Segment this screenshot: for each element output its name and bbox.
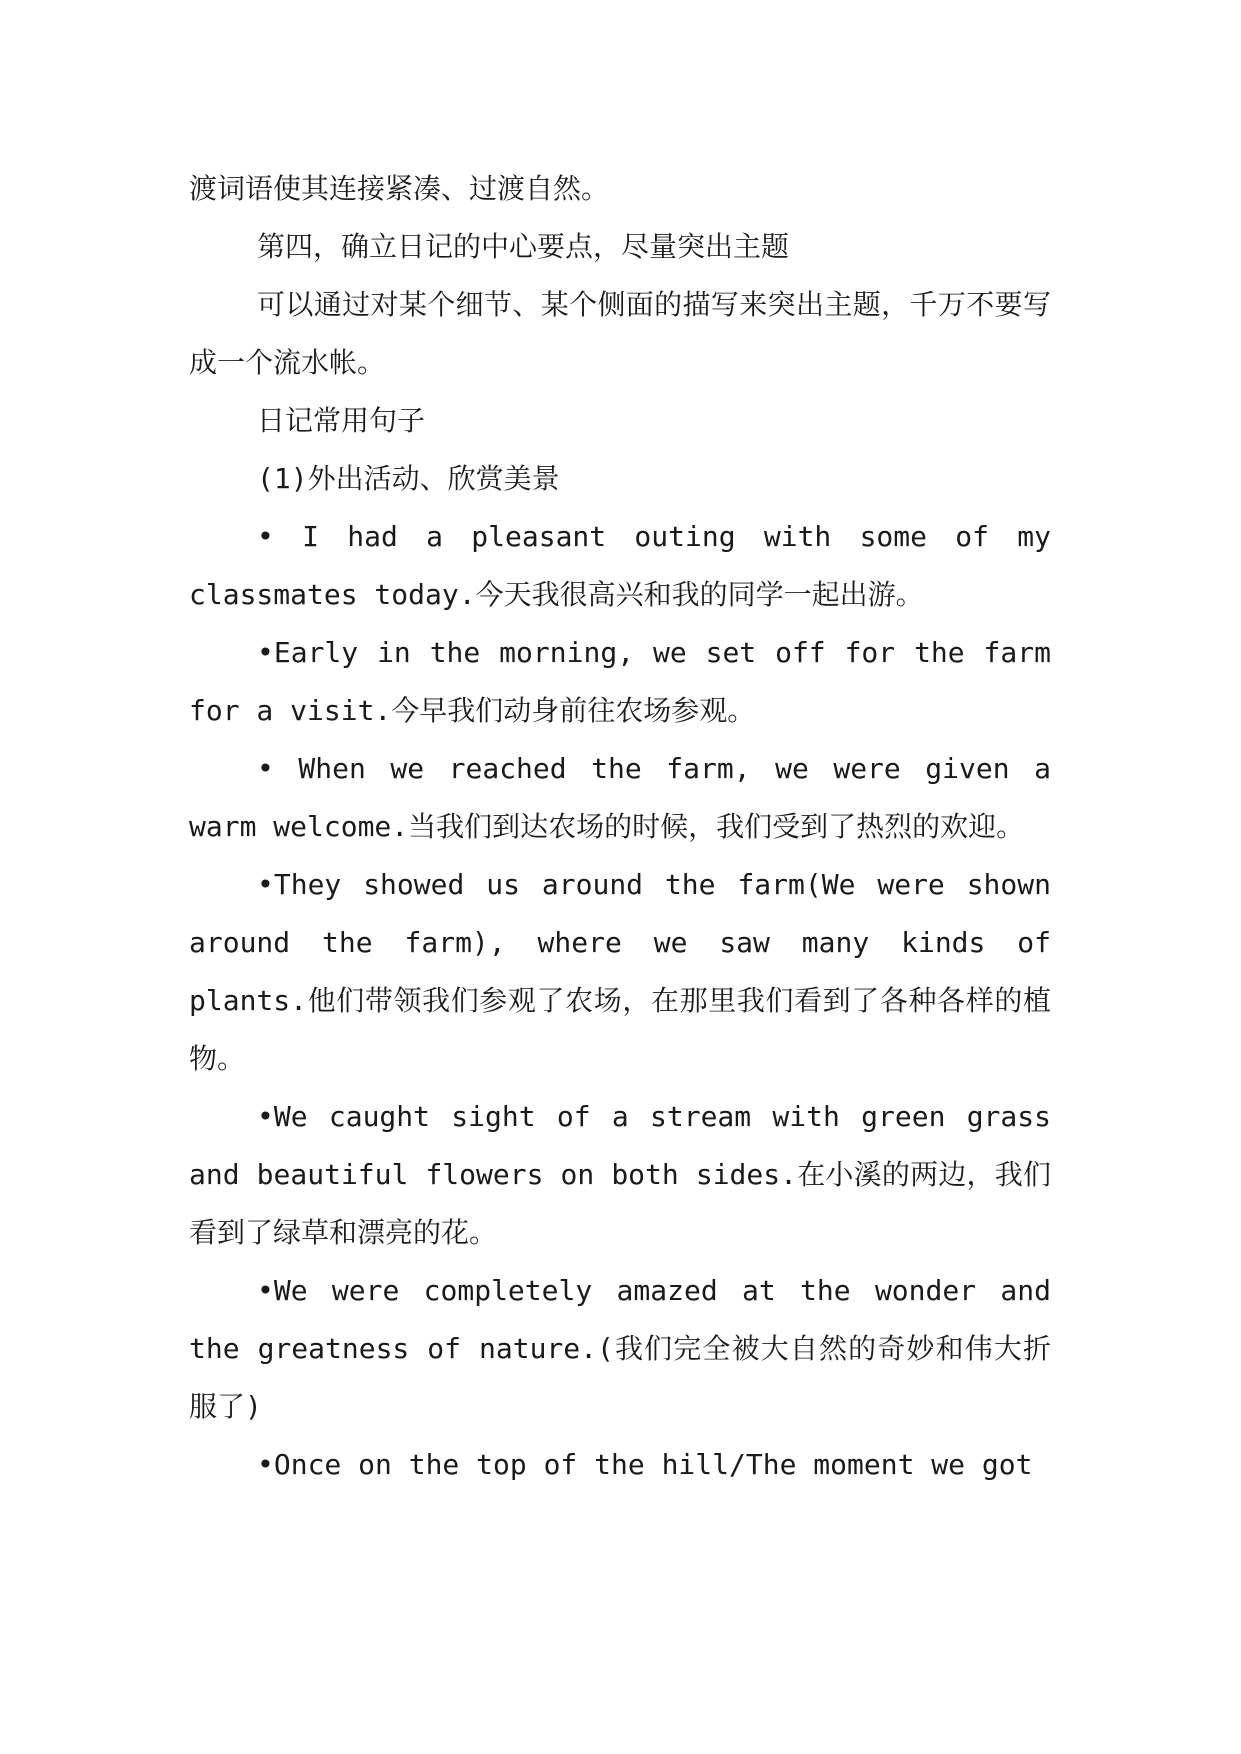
sentence-item-hilltop: •Once on the top of the hill/The moment we got — [257, 1448, 1033, 1481]
paragraph-point-four-detail: 可以通过对某个细节、某个侧面的描写来突出主题，千万不要写成一个流水帐。 — [189, 288, 1051, 379]
sentence-item-nature: •We were completely amazed at the wonder and the greatness of nature.(我们完全被大自然的奇妙和伟大折服了) — [189, 1274, 1051, 1423]
sentence-item-set-off: •Early in the morning, we set off for the farm for a visit.今早我们动身前往农场参观。 — [189, 636, 1051, 727]
sentence-item-welcome: • When we reached the farm, we were given a warm welcome.当我们到达农场的时候，我们受到了热烈的欢迎。 — [189, 752, 1051, 843]
sentence-item-stream: •We caught sight of a stream with green grass and beautiful flowers on both sides.在小溪的两边，我们看到了绿草和漂亮的花。 — [189, 1100, 1051, 1249]
document-body — [189, 160, 1051, 1494]
paragraph-continuation: 渡词语使其连接紧凑、过渡自然。 — [189, 172, 610, 205]
sentence-item-shown-around: •They showed us around the farm(We were shown around the farm), where we saw many kinds of plants.他们带领我们参观了农场，在那里我们看到了各种各样的植物。 — [189, 868, 1051, 1075]
section-heading-common-sentences: 日记常用句子 — [257, 404, 426, 437]
subsection-heading-outing: (1)外出活动、欣赏美景 — [257, 462, 560, 495]
sentence-item-outing: • I had a pleasant outing with some of my classmates today.今天我很高兴和我的同学一起出游。 — [189, 520, 1051, 611]
paragraph-point-four: 第四，确立日记的中心要点，尽量突出主题 — [257, 230, 790, 263]
